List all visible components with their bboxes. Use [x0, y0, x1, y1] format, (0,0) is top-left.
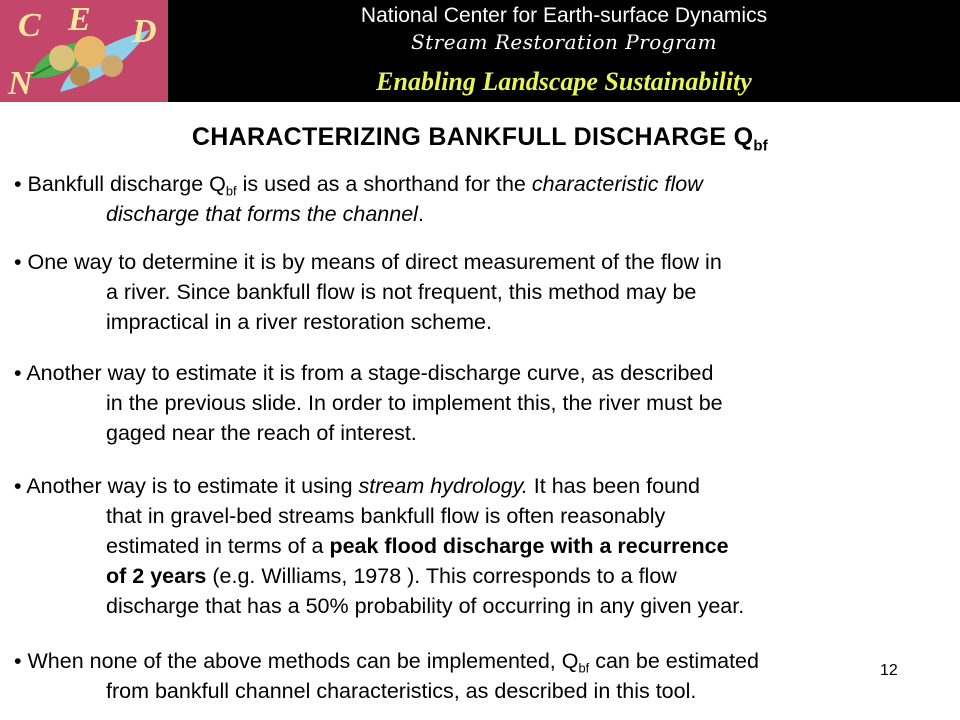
bullet-paragraph-3	[14, 358, 954, 448]
p1-line-2	[14, 199, 954, 229]
logo-letter-e: E	[68, 1, 91, 38]
title-subscript: bf	[753, 137, 769, 155]
p1-period: .	[417, 202, 424, 226]
p1-italic-b: discharge that forms the channel	[106, 202, 418, 226]
p1-italic-a: characteristic flow	[531, 172, 703, 196]
p4-line-2: that in gravel-bed streams bankfull flow is often reasonably	[106, 504, 666, 528]
p4-line-3	[14, 531, 954, 561]
logo-letter-c: C	[18, 7, 41, 44]
bullet-paragraph-1	[14, 169, 954, 229]
bullet-paragraph-4	[14, 471, 954, 621]
p4-line-5: discharge that has a 50% probability of occurring in any given year.	[106, 594, 745, 618]
p2-line-1: • One way to determine it is by means of direct measurement of the flow in	[14, 250, 722, 274]
p4-line-4	[14, 561, 954, 591]
p3-line-2: in the previous slide. In order to implement this, the river must be	[106, 391, 723, 415]
p4-text-b: It has been found	[527, 474, 700, 498]
p1-text-b: is used as a shorthand for the	[236, 172, 532, 196]
bullet-paragraph-5	[14, 646, 954, 706]
p4-bold-a: peak flood discharge with a recurrence	[329, 534, 729, 558]
p3-line-3: gaged near the reach of interest.	[106, 421, 417, 445]
p2-line-2: a river. Since bankfull flow is not frequent, this method may be	[106, 280, 697, 304]
nced-logo	[0, 0, 168, 102]
p5-text-a: • When none of the above methods can be implemented, Q	[14, 649, 579, 673]
program-name: Stream Restoration Program	[410, 30, 718, 54]
slide-header	[0, 0, 960, 102]
p4-text-a: • Another way is to estimate it using	[14, 474, 359, 498]
p2-line-3: impractical in a river restoration scheme.	[106, 310, 492, 334]
p1-subscript: bf	[225, 183, 237, 199]
title-text: CHARACTERIZING BANKFULL DISCHARGE Q	[191, 123, 754, 151]
p5-line-1	[14, 646, 954, 676]
bullet-paragraph-2	[14, 247, 954, 337]
p3-line-1: • Another way to estimate it is from a stage-discharge curve, as described	[14, 361, 714, 385]
p4-italic: stream hydrology.	[358, 474, 528, 498]
nced-logo-graphic	[0, 0, 168, 102]
p5-subscript: bf	[578, 660, 590, 676]
logo-letter-n: N	[8, 65, 33, 102]
p1-text-a: • Bankfull discharge Q	[14, 172, 226, 196]
page-number: 12	[880, 662, 898, 679]
p4-text-c: estimated in terms of a	[106, 534, 330, 558]
p5-text-b: can be estimated	[589, 649, 759, 673]
p4-text-d: (e.g. Williams, 1978 ). This corresponds to a flow	[206, 564, 677, 588]
org-name: National Center for Earth-surface Dynamics	[360, 4, 768, 27]
logo-letter-d: D	[132, 13, 157, 50]
tagline: Enabling Landscape Sustainability	[376, 67, 752, 96]
slide-title	[0, 120, 960, 154]
p5-line-2: from bankfull channel characteristics, as described in this tool.	[106, 679, 697, 703]
p1-line-1	[14, 169, 954, 199]
p4-line-1	[14, 471, 954, 501]
p4-bold-b: of 2 years	[106, 564, 207, 588]
